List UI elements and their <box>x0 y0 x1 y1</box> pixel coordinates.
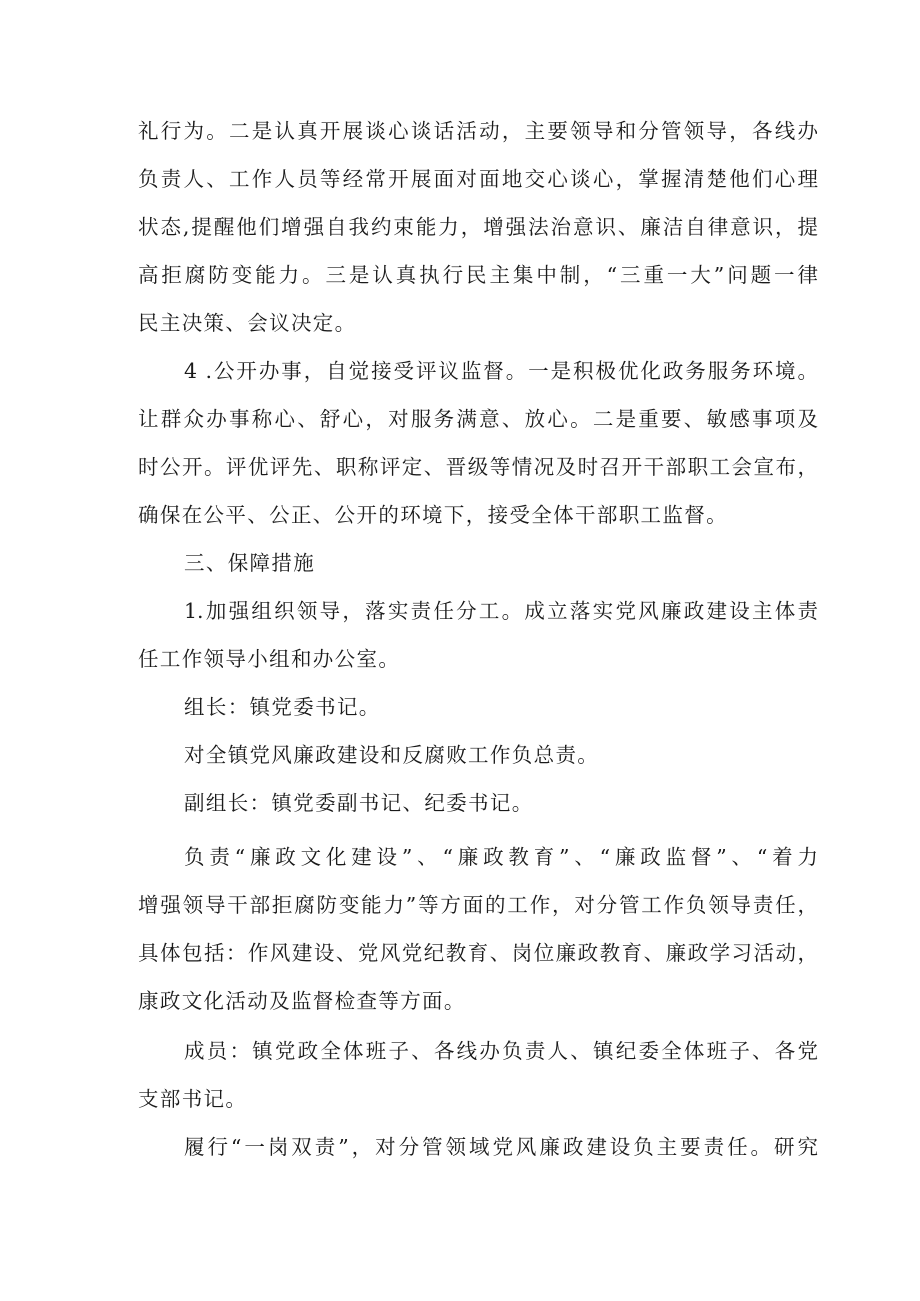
section-heading: 三、保障措施 <box>184 551 316 575</box>
paragraph-line: 组长：镇党委书记。 <box>184 695 381 719</box>
paragraph-line: 让群众办事称心、舒心，对服务满意、放心。二是重要、敏感事项及 <box>138 407 818 431</box>
paragraph-line: 履行“一岗双责”，对分管领域党风廉政建设负主要责任。研究 <box>184 1135 818 1159</box>
paragraph-line: 具体包括：作风建设、党风党纪教育、岗位廉政教育、廉政学习活动， <box>138 941 818 965</box>
paragraph-line: 康政文化活动及监督检查等方面。 <box>138 989 466 1013</box>
paragraph-line: 时公开。评优评先、职称评定、晋级等情况及时召开干部职工会宣布， <box>138 455 818 479</box>
section-item-heading: 1.加强组织领导，落实责任分工。成立落实党风廉政建设主体责 <box>184 599 818 623</box>
paragraph-line: 成员：镇党政全体班子、各线办负责人、镇纪委全体班子、各党 <box>184 1039 818 1063</box>
paragraph-line: 增强领导干部拒腐防变能力”等方面的工作，对分管工作负领导责任， <box>138 893 818 917</box>
paragraph-line: 负责“廉政文化建设”、“廉政教育”、“廉政监督”、“着力 <box>184 845 818 869</box>
paragraph-line: 确保在公平、公正、公开的环境下，接受全体干部职工监督。 <box>138 503 728 527</box>
paragraph-line: 礼行为。二是认真开展谈心谈话活动，主要领导和分管领导，各线办 <box>138 119 818 143</box>
paragraph-line: 状态,提醒他们增强自我约束能力，增强法治意识、廉洁自律意识，提 <box>138 215 818 239</box>
paragraph-line: 对全镇党风廉政建设和反腐败工作负总责。 <box>184 743 600 767</box>
paragraph-line: 任工作领导小组和办公室。 <box>138 647 401 671</box>
paragraph-line: 副组长：镇党委副书记、纪委书记。 <box>184 791 534 815</box>
paragraph-line: 负责人、工作人员等经常开展面对面地交心谈心，掌握清楚他们心理 <box>138 167 818 191</box>
paragraph-line: 支部书记。 <box>138 1087 248 1111</box>
paragraph-line: 高拒腐防变能力。三是认真执行民主集中制，“三重一大”问题一律 <box>138 263 818 287</box>
paragraph-line: 民主决策、会议决定。 <box>138 311 357 335</box>
section-item-heading: 4 .公开办事，自觉接受评议监督。一是积极优化政务服务环境。 <box>184 359 818 383</box>
